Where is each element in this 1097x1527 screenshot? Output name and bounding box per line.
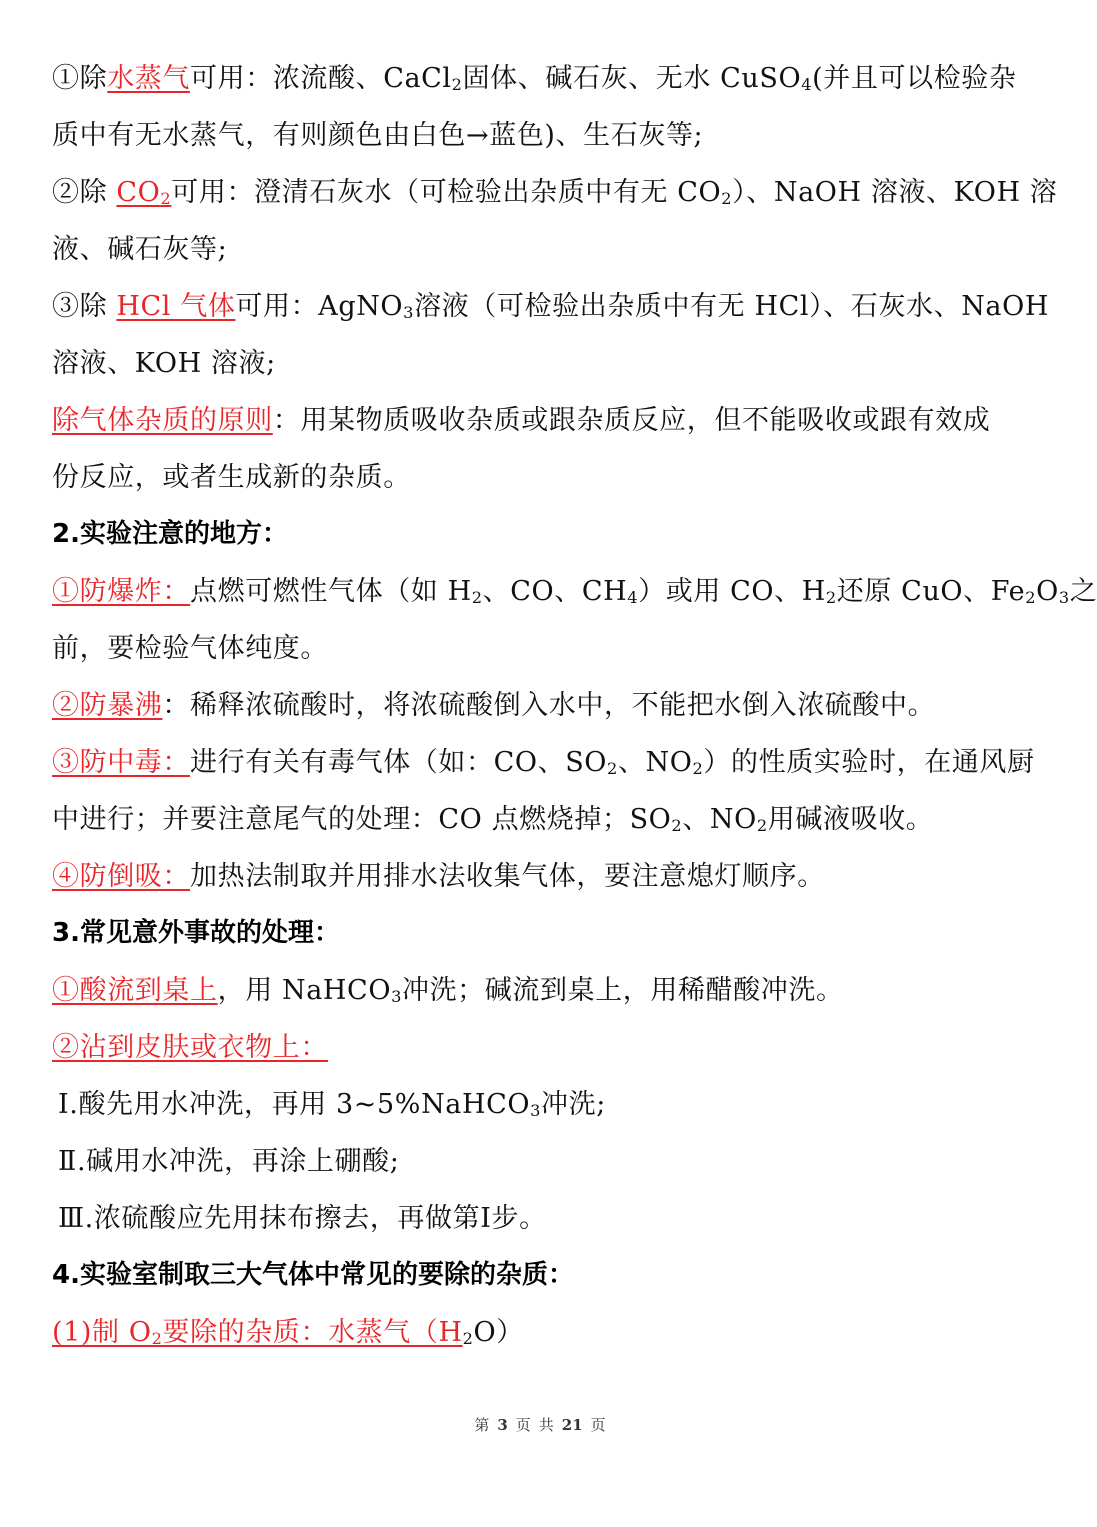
keyword-skin-clothes: ②沾到皮肤或衣物上： bbox=[52, 1032, 328, 1063]
accident-step-1: Ⅰ.酸先用水冲洗，再用 3~5%NaHCO$_3$冲洗; bbox=[58, 1089, 606, 1120]
precaution-explosion: ①防爆炸：点燃可燃性气体（如 $H_2$、CO、$CH_4$）或用 CO、$H_2$还原 CuO、$Fe_2O_3$之 bbox=[52, 576, 1097, 607]
document-body bbox=[52, 50, 1097, 1361]
accident-step-3: Ⅲ.浓硫酸应先用抹布擦去，再做第Ⅰ步。 bbox=[58, 1203, 547, 1234]
precaution-explosion-continued: 前，要检验气体纯度。 bbox=[52, 633, 328, 664]
gas-removal-principle: 除气体杂质的原则：用某物质吸收杂质或跟杂质反应，但不能吸收或跟有效成 bbox=[52, 405, 991, 436]
keyword-co2: $CO_2$ bbox=[116, 177, 172, 208]
keyword-water-vapor: 水蒸气 bbox=[107, 63, 191, 94]
precaution-bumping: ②防暴沸：稀释浓硫酸时，将浓硫酸倒入水中，不能把水倒入浓硫酸中。 bbox=[52, 690, 936, 721]
keyword-hcl-gas: HCl 气体 bbox=[116, 291, 236, 322]
gas-removal-item-2-continued: 液、碱石灰等; bbox=[52, 234, 228, 265]
accident-step-2: Ⅱ.碱用水冲洗，再涂上硼酸; bbox=[58, 1146, 400, 1177]
gas-removal-item-2: ②除 $CO_2$可用：澄清石灰水（可检验出杂质中有无 $CO_2$）、NaOH 溶液、KOH 溶 bbox=[52, 177, 1058, 208]
gas-removal-item-3: ③除 HCl 气体可用：AgNO$_3$溶液（可检验出杂质中有无 HCl）、石灰水、NaOH bbox=[52, 291, 1050, 322]
section-heading-2: 2.实验注意的地方： bbox=[52, 519, 288, 549]
accident-acid-on-table: ①酸流到桌上，用 NaHCO$_3$冲洗；碱流到桌上，用稀醋酸冲洗。 bbox=[52, 975, 844, 1006]
page-footer: 第 3 页 共 21 页 bbox=[474, 1416, 606, 1434]
gas-removal-item-1-continued: 质中有无水蒸气，有则颜色由白色→蓝色)、生石灰等; bbox=[52, 120, 704, 151]
keyword-poisoning: ③防中毒： bbox=[52, 747, 190, 778]
total-page-count: 21 bbox=[561, 1416, 583, 1434]
section-heading-4: 4.实验室制取三大气体中常见的要除的杂质： bbox=[52, 1260, 574, 1290]
precaution-backflow: ④防倒吸：加热法制取并用排水法收集气体，要注意熄灯顺序。 bbox=[52, 861, 825, 892]
impurity-o2: (1)制 $O_2$要除的杂质：水蒸气$(H_2O)$ bbox=[52, 1317, 524, 1348]
gas-removal-item-1: ①除水蒸气可用：浓流酸、CaCl$_2$固体、碱石灰、无水 CuSO$_4$(并且可以检验杂 bbox=[52, 63, 1017, 94]
gas-removal-item-3-continued: 溶液、KOH 溶液; bbox=[52, 348, 276, 379]
current-page-number: 3 bbox=[497, 1416, 508, 1434]
keyword-explosion: ①防爆炸： bbox=[52, 576, 190, 607]
section-heading-3: 3.常见意外事故的处理： bbox=[52, 918, 340, 948]
gas-removal-principle-continued: 份反应，或者生成新的杂质。 bbox=[52, 462, 411, 493]
keyword-bumping: ②防暴沸 bbox=[52, 690, 163, 721]
keyword-principle: 除气体杂质的原则 bbox=[52, 405, 273, 436]
precaution-poisoning-continued: 中进行；并要注意尾气的处理：CO 点燃烧掉；$SO_2$、$NO_2$用碱液吸收。 bbox=[52, 804, 934, 835]
precaution-poisoning: ③防中毒：进行有关有毒气体（如：CO、$SO_2$、$NO_2$）的性质实验时，在通风厨 bbox=[52, 747, 1035, 778]
accident-skin-clothes bbox=[52, 1019, 1032, 1076]
keyword-o2-impurity: (1)制 $O_2$要除的杂质：水蒸气（H bbox=[52, 1317, 463, 1348]
keyword-backflow: ④防倒吸： bbox=[52, 861, 190, 892]
keyword-acid-on-table: ①酸流到桌上 bbox=[52, 975, 218, 1006]
